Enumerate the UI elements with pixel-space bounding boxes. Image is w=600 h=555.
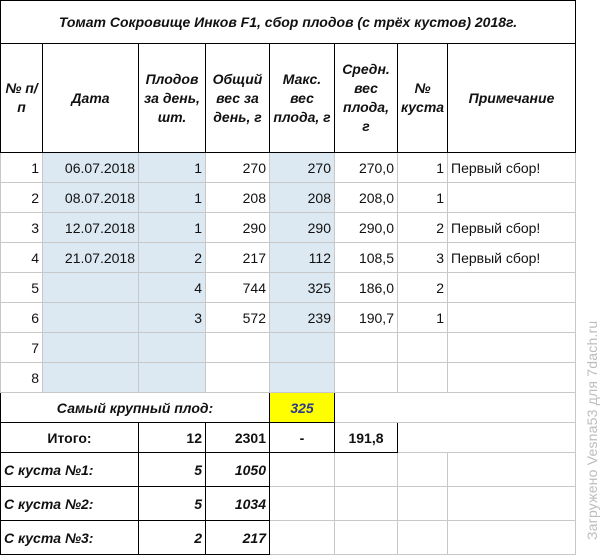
cell-date[interactable] [43,303,139,333]
totals-max[interactable]: - [270,423,335,453]
header-note: Примечание [448,44,576,153]
cell-total[interactable]: 208 [206,183,270,213]
cell-max[interactable]: 270 [270,153,335,183]
table-row [1,153,576,183]
cell-note[interactable] [448,333,576,363]
header-num: № п/п [1,44,43,153]
empty-cell [398,423,576,453]
cell-total[interactable]: 270 [206,153,270,183]
cell-fruits[interactable]: 2 [139,243,206,273]
cell-num[interactable]: 3 [1,213,43,243]
cell-fruits[interactable]: 1 [139,153,206,183]
cell-fruits[interactable]: 1 [139,183,206,213]
empty-cell [448,453,576,487]
cell-max[interactable]: 208 [270,183,335,213]
table-row [1,303,576,333]
bush-3-fruits[interactable]: 2 [139,521,206,555]
cell-num[interactable]: 5 [1,273,43,303]
bush-2-label: С куста №2: [1,487,139,521]
bush-2-fruits[interactable]: 5 [139,487,206,521]
watermark-text: Загружено Vesna53 для 7dach.ru [584,320,600,540]
cell-note[interactable]: Первый сбор! [448,213,576,243]
empty-cell [335,521,398,555]
cell-fruits[interactable]: 1 [139,213,206,243]
empty-cell [398,487,448,521]
header-date: Дата [43,44,139,153]
cell-total[interactable]: 572 [206,303,270,333]
cell-total[interactable] [206,363,270,393]
cell-total[interactable]: 744 [206,273,270,303]
table-row [1,183,576,213]
empty-cell [335,453,398,487]
cell-max[interactable]: 325 [270,273,335,303]
cell-note[interactable]: Первый сбор! [448,153,576,183]
cell-avg[interactable]: 208,0 [335,183,398,213]
cell-bush[interactable]: 2 [398,213,448,243]
empty-cell [335,487,398,521]
bush-1-fruits[interactable]: 5 [139,453,206,487]
header-avg-weight: Средн. вес плода, г [335,44,398,153]
cell-fruits[interactable] [139,363,206,393]
cell-num[interactable]: 1 [1,153,43,183]
empty-cell [398,453,448,487]
sheet-title: Томат Сокровище Инков F1, сбор плодов (с трёх кустов) 2018г. [1,1,576,44]
cell-num[interactable]: 4 [1,243,43,273]
empty-cell [270,487,335,521]
cell-avg[interactable]: 186,0 [335,273,398,303]
table-row [1,273,576,303]
header-max-weight: Макс. вес плода, г [270,44,335,153]
cell-max[interactable]: 112 [270,243,335,273]
empty-cell [448,521,576,555]
empty-cell [270,521,335,555]
totals-label: Итого: [1,423,139,453]
cell-max[interactable]: 290 [270,213,335,243]
cell-note[interactable] [448,183,576,213]
cell-total[interactable]: 290 [206,213,270,243]
cell-note[interactable] [448,303,576,333]
cell-num[interactable]: 7 [1,333,43,363]
table-row [1,243,576,273]
cell-date[interactable] [43,333,139,363]
cell-num[interactable]: 8 [1,363,43,393]
bush-3-label: С куста №3: [1,521,139,555]
cell-date[interactable] [43,273,139,303]
cell-date[interactable]: 21.07.2018 [43,243,139,273]
empty-cell [335,393,576,423]
cell-bush[interactable] [398,333,448,363]
header-bush-no: № куста [398,44,448,153]
bush-3-weight[interactable]: 217 [206,521,270,555]
cell-note[interactable] [448,273,576,303]
table-row [1,213,576,243]
cell-max[interactable] [270,333,335,363]
cell-fruits[interactable] [139,333,206,363]
cell-bush[interactable]: 2 [398,273,448,303]
cell-avg[interactable]: 108,5 [335,243,398,273]
cell-avg[interactable] [335,333,398,363]
table-row [1,333,576,363]
cell-avg[interactable]: 270,0 [335,153,398,183]
cell-bush[interactable] [398,363,448,393]
cell-bush[interactable]: 1 [398,183,448,213]
cell-num[interactable]: 2 [1,183,43,213]
empty-cell [398,521,448,555]
cell-max[interactable] [270,363,335,393]
header-total-weight: Общий вес за день, г [206,44,270,153]
cell-bush[interactable]: 1 [398,303,448,333]
cell-avg[interactable] [335,363,398,393]
totals-fruits[interactable]: 12 [139,423,206,453]
cell-avg[interactable]: 290,0 [335,213,398,243]
largest-fruit-label: Самый крупный плод: [1,393,270,423]
cell-fruits[interactable]: 3 [139,303,206,333]
cell-total[interactable]: 217 [206,243,270,273]
empty-cell [270,453,335,487]
header-fruits-per-day: Плодов за день, шт. [139,44,206,153]
cell-note[interactable] [448,363,576,393]
bush-1-label: С куста №1: [1,453,139,487]
empty-cell [448,487,576,521]
cell-date[interactable]: 08.07.2018 [43,183,139,213]
cell-note[interactable]: Первый сбор! [448,243,576,273]
cell-date[interactable]: 12.07.2018 [43,213,139,243]
bush-1-weight[interactable]: 1050 [206,453,270,487]
cell-date[interactable] [43,363,139,393]
totals-avg[interactable]: 191,8 [335,423,398,453]
totals-weight[interactable]: 2301 [206,423,270,453]
cell-avg[interactable]: 190,7 [335,303,398,333]
cell-bush[interactable]: 1 [398,153,448,183]
table-row [1,363,576,393]
cell-num[interactable]: 6 [1,303,43,333]
cell-fruits[interactable]: 4 [139,273,206,303]
bush-2-weight[interactable]: 1034 [206,487,270,521]
largest-fruit-value[interactable]: 325 [270,393,335,423]
cell-max[interactable]: 239 [270,303,335,333]
cell-total[interactable] [206,333,270,363]
cell-date[interactable]: 06.07.2018 [43,153,139,183]
cell-bush[interactable]: 3 [398,243,448,273]
